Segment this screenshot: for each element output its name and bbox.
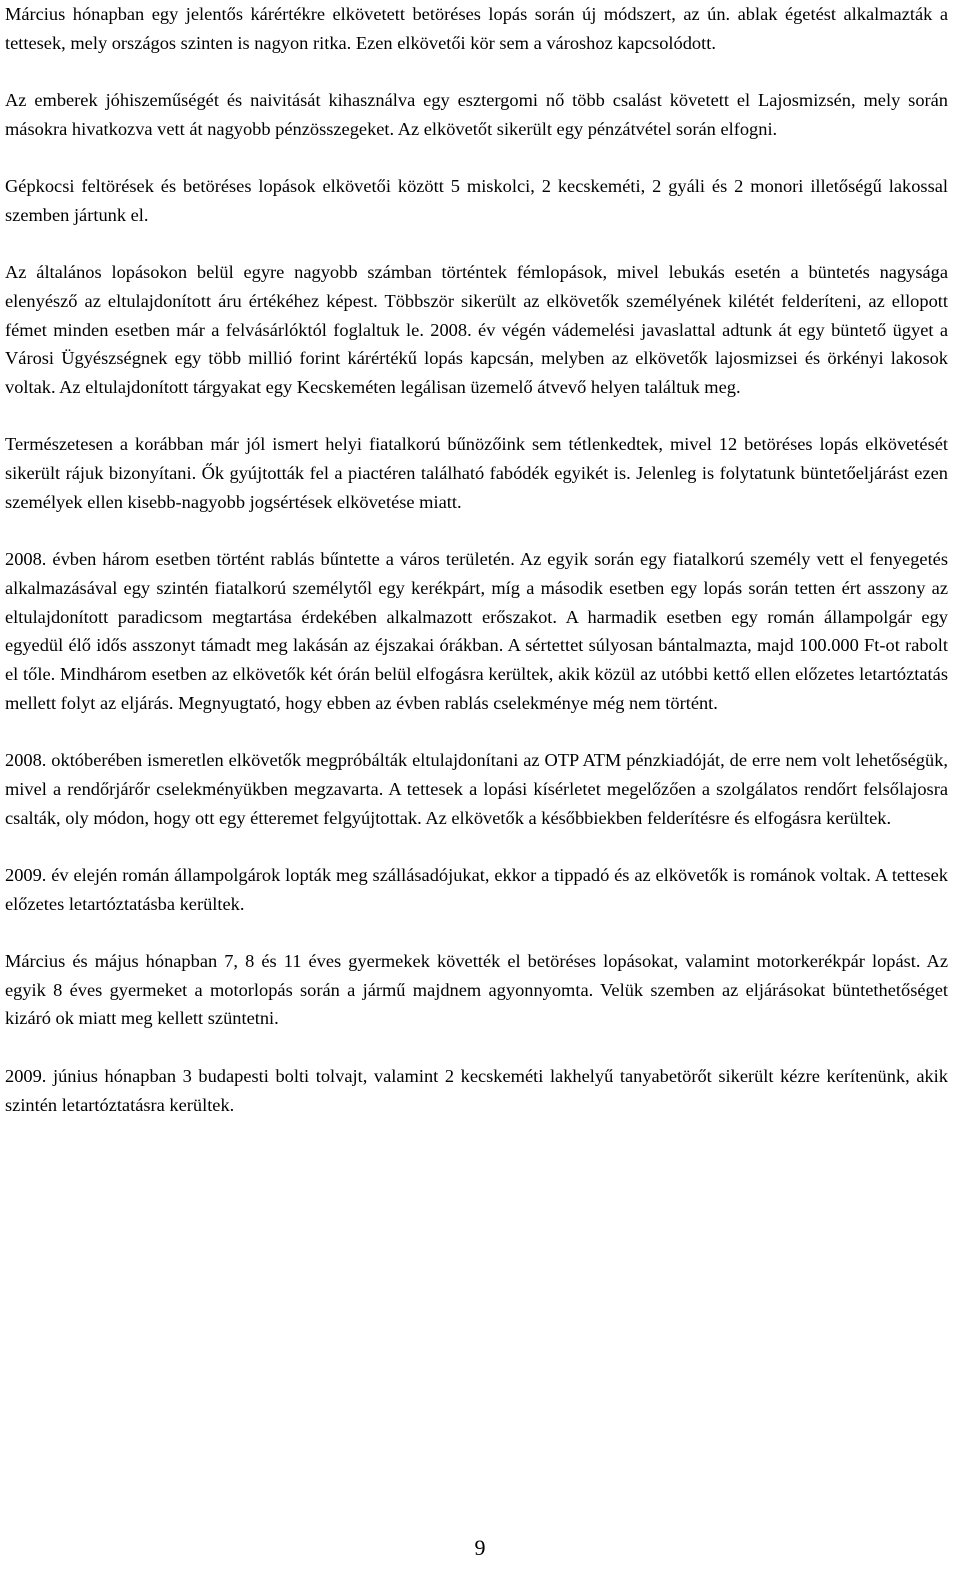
paragraph-metal-window-burning: Március hónapban egy jelentős kárértékre elkövetett betöréses lopás során új módszert, az ún. ablak égetést alkalmazták a tettesek, mely országos szinten is nagyon ritka. Ezen elkövetői kör sem a városhoz kapcsolódott. (5, 4, 948, 53)
paragraph-esztergom-fraud: Az emberek jóhiszeműségét és naivitását kihasználva egy esztergomi nő több csalást követett el Lajosmizsén, mely során másokra hivatkozva vett át nagyobb pénzösszegeket. Az elkövetőt sikerült egy pénzátvétel során elfogni. (5, 90, 948, 139)
paragraph-june-2009: 2009. június hónapban 3 budapesti bolti tolvajt, valamint 2 kecskeméti lakhelyű tanyabetörőt sikerült kézre kerítenünk, akik szintén letartóztatásra kerültek. (5, 1065, 948, 1115)
paragraph-children-offenders: Március és május hónapban 7, 8 és 11 éves gyermekek követték el betöréses lopásokat, valamint motorkerékpár lopást. Az egyik 8 éves gyermeket a motorlopás során a jármű majdnem agyonnyomta. Velük szemben az eljárásokat büntethetőséget kizáró ok miatt meg kellett szüntetni. (5, 951, 948, 1029)
paragraph-car-breakins: Gépkocsi feltörések és betöréses lopások elkövetői között 5 miskolci, 2 kecskeméti, 2 gyáli és 2 monori illetőségű lakossal szemben jártunk el. (5, 176, 948, 225)
document-body (5, 0, 948, 1148)
page-number: 9 (474, 1535, 486, 1560)
paragraph-romanian-citizens: 2009. év elején román állampolgárok lopták meg szállásadójukat, ekkor a tippadó és az elkövetők is románok voltak. A tettesek előzetes letartóztatásba kerültek. (5, 864, 948, 914)
paragraph-metal-theft: Az általános lopásokon belül egyre nagyobb számban történtek fémlopások, mivel lebukás esetén a büntetés nagysága elenyésző az eltulajdonított áru értékéhez képest. Többször sikerült az elkövetők személyének kilétét felderíteni, az ellopott fémet minden esetben már a felvásárlóktól foglaltuk le. 2008. év végén vádemelési javaslattal adtunk át egy büntető ügyet a Városi Ügyészségnek egy több millió forint kárértékű lopás kapcsán, melyben az elkövetők lajosmizsei és örkényi lakosok voltak. Az eltulajdonított tárgyakat egy Kecskeméten legálisan üzemelő átvevő helyen találtuk meg. (5, 262, 948, 398)
paragraph-otp-atm: 2008. októberében ismeretlen elkövetők megpróbálták eltulajdonítani az OTP ATM pénzkiadóját, de erre nem volt lehetőségük, mivel a rendőrjárőr cselekményükben megzavarta. A tettesek a lopási kísérletet megelőzően a szolgálatos rendőrt felsőlajosra csalták, oly módon, hogy ott egy étteremet felgyújtottak. Az elkövetők a későbbiekben felderítésre és elfogásra kerültek. (5, 750, 948, 828)
paragraph-robberies-2008: 2008. évben három esetben történt rablás bűntette a város területén. Az egyik során egy fiatalkorú személy vett el fenyegetés alkalmazásával egy szintén fiatalkorú személytől egy kerékpárt, míg a második esetben egy lopás során tetten ért asszony az eltulajdonított paradicsom megtartása érdekében alkalmazott erőszakot. A harmadik esetben egy román állampolgár egy egyedül élő idős asszonyt támadt meg lakásán az éjszakai órákban. A sértettet súlyosan bántalmazta, majd 100.000 Ft-ot rabolt el tőle. Mindhárom esetben az elkövetők két órán belül elfogásra kerültek, akik közül az utóbbi kettő ellen előzetes letartóztatás mellett folyt az eljárás. Megnyugtató, hogy ebben az évben rablás cselekménye még nem történt. (5, 549, 948, 713)
paragraph-juvenile-offenders: Természetesen a korábban már jól ismert helyi fiatalkorú bűnözőink sem tétlenkedtek, mivel 12 betöréses lopás elkövetését sikerült rájuk bizonyítani. Ők gyújtották fel a piactéren található fabódék egyikét is. Jelenleg is folytatunk büntetőeljárást ezen személyek ellen kisebb-nagyobb jogsértések elkövetése miatt. (5, 434, 948, 512)
